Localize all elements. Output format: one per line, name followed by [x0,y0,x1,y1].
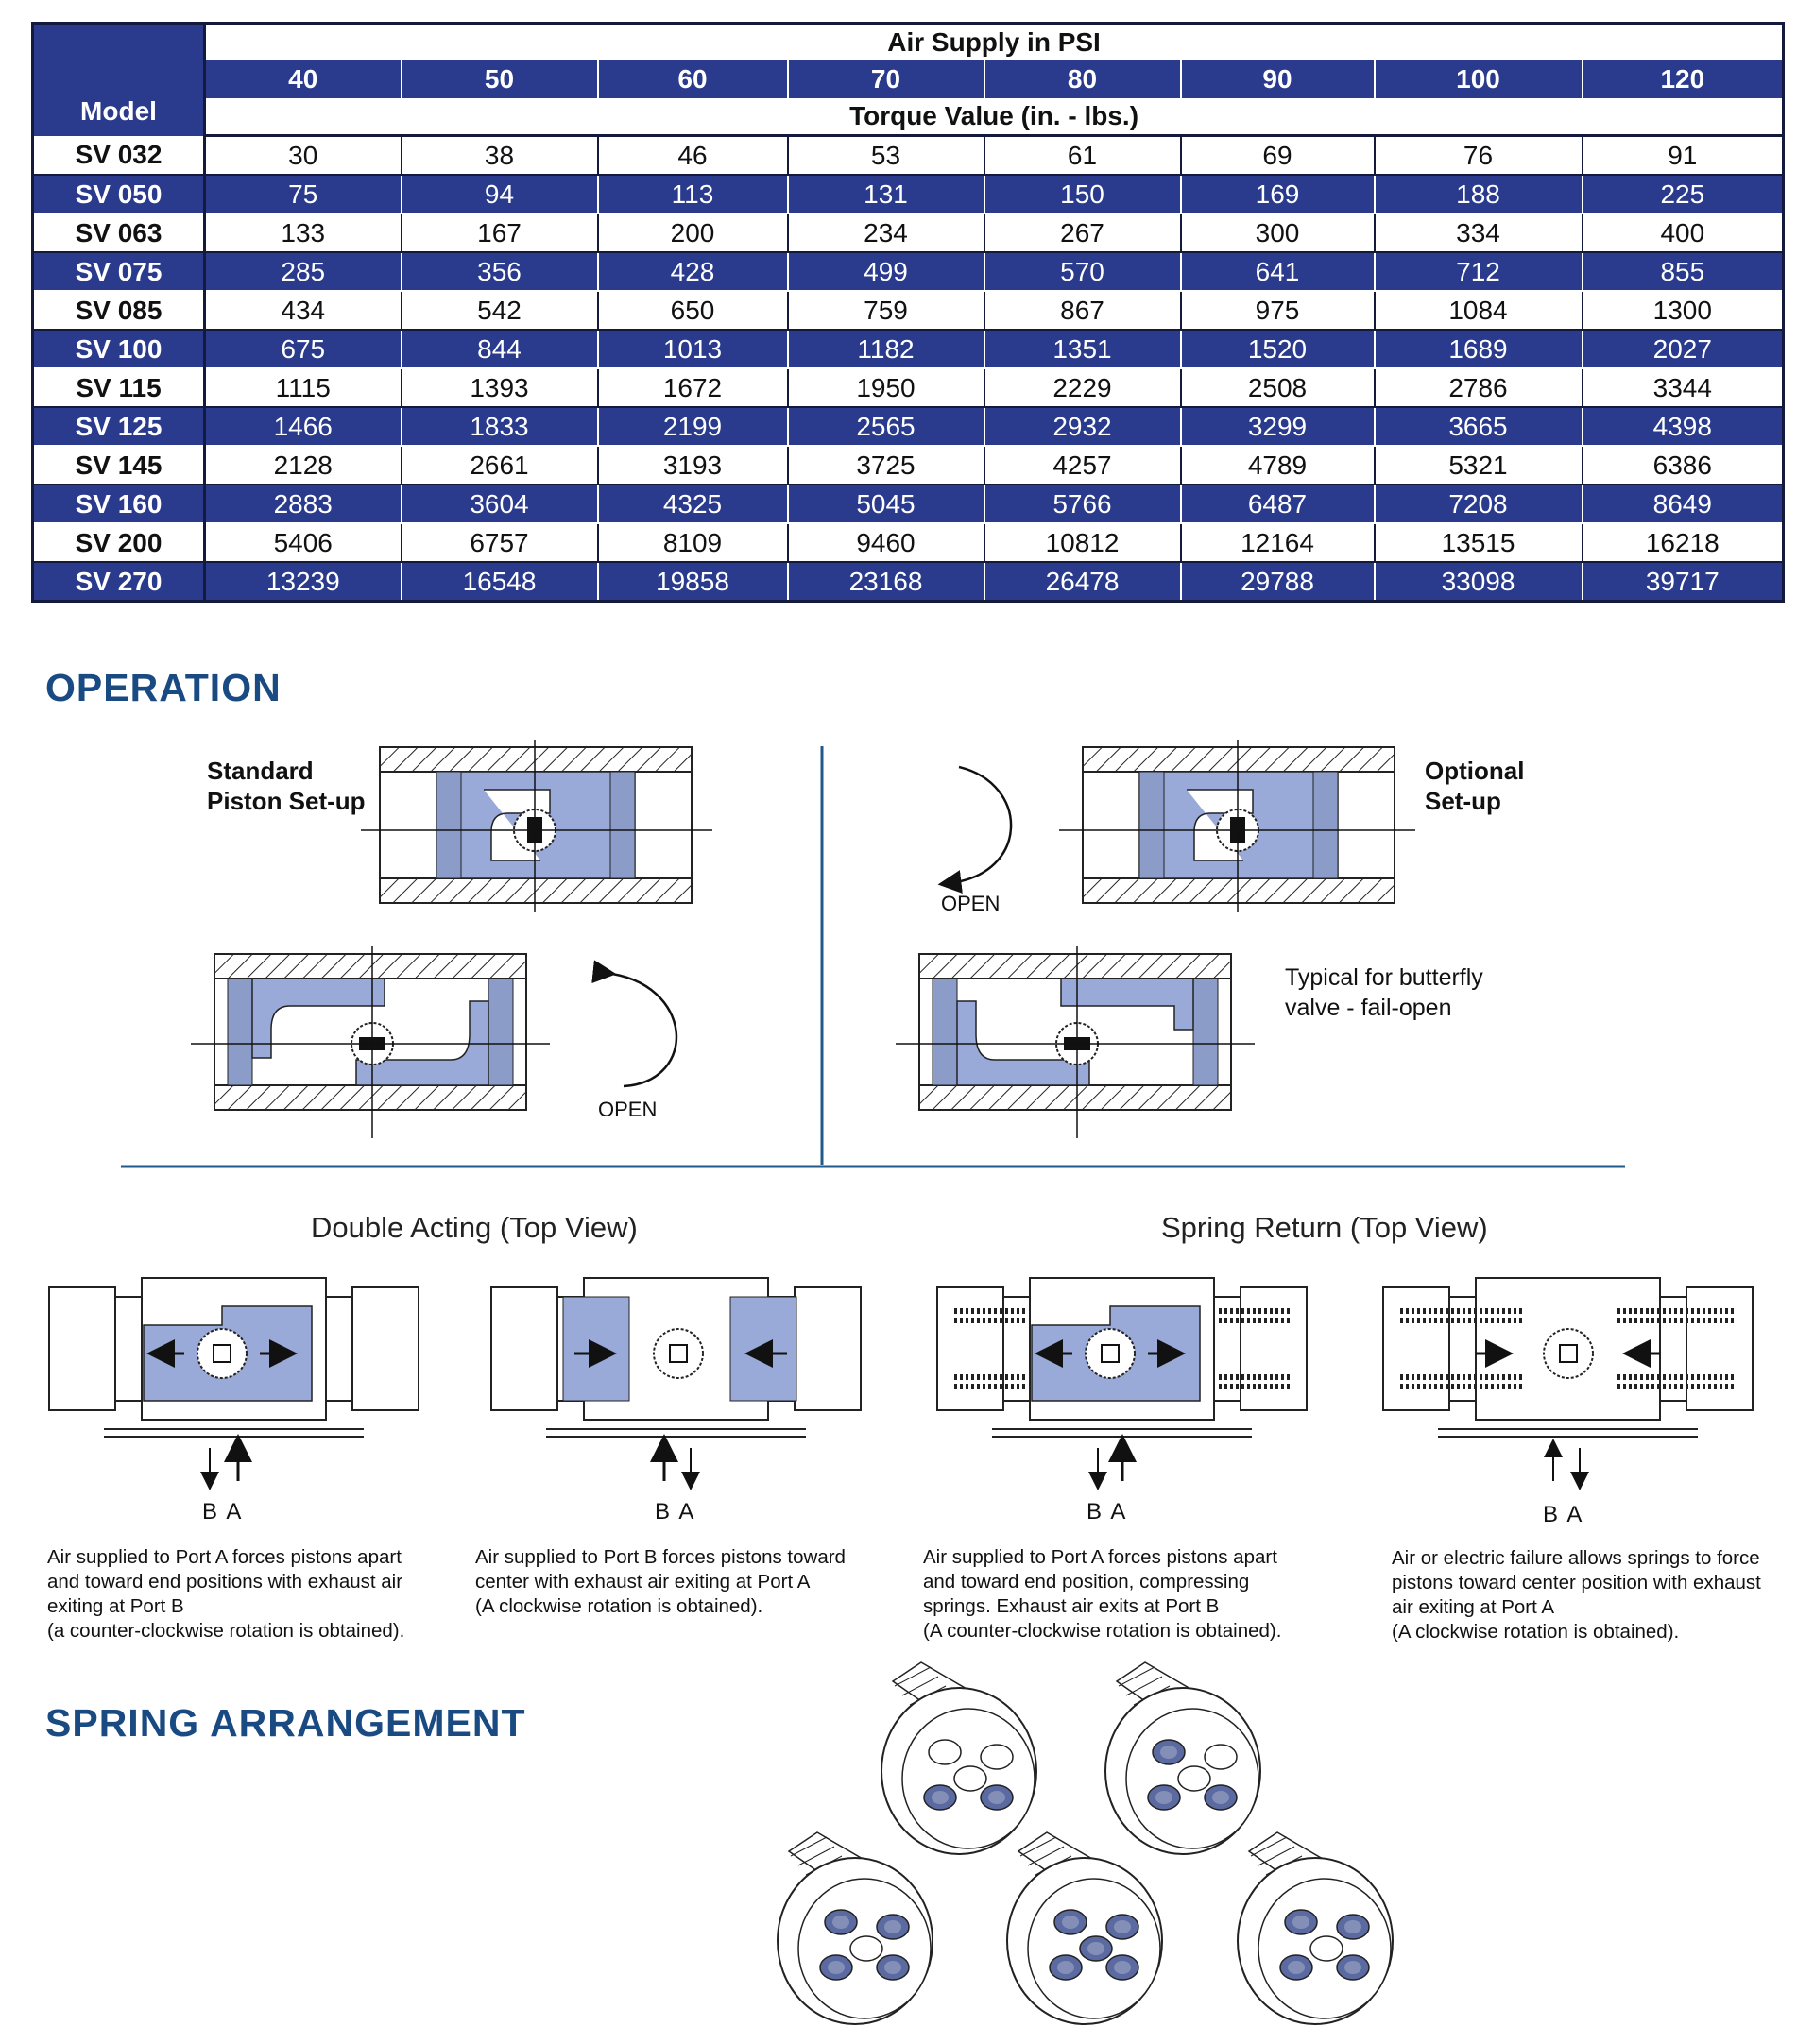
torque-cell: 2199 [598,407,788,446]
psi-header-cell: 120 [1583,60,1784,98]
torque-cell: 1689 [1375,330,1583,368]
torque-cell: 3725 [788,446,984,485]
torque-cell: 76 [1375,136,1583,176]
model-column-header: Model [33,24,205,136]
torque-cell: 4398 [1583,407,1784,446]
caption-line: and toward end positions with exhaust air [47,1571,403,1593]
torque-cell: 188 [1375,175,1583,213]
model-cell: SV 032 [33,136,205,176]
model-cell: SV 125 [33,407,205,446]
torque-cell: 1833 [402,407,598,446]
torque-cell: 334 [1375,213,1583,252]
optional-label-line1: Optional [1425,757,1525,785]
torque-cell: 3344 [1583,368,1784,407]
butterfly-note-line2: valve - fail-open [1285,995,1452,1021]
torque-cell: 8109 [598,523,788,562]
port-a-label: A [1110,1499,1128,1524]
torque-cell: 6757 [402,523,598,562]
caption-line: and toward end position, compressing [923,1571,1250,1593]
torque-cell: 434 [205,291,402,330]
model-cell: SV 160 [33,485,205,523]
torque-cell: 7208 [1375,485,1583,523]
psi-header-cell: 60 [598,60,788,98]
torque-cell: 13515 [1375,523,1583,562]
torque-cell: 69 [1181,136,1375,176]
torque-cell: 844 [402,330,598,368]
torque-cell: 53 [788,136,984,176]
torque-cell: 2565 [788,407,984,446]
air-supply-header: Air Supply in PSI [205,24,1784,61]
psi-header-cell: 80 [984,60,1181,98]
torque-cell: 234 [788,213,984,252]
torque-cell: 759 [788,291,984,330]
torque-cell: 5766 [984,485,1181,523]
torque-cell: 2229 [984,368,1181,407]
caption-line: (a counter-clockwise rotation is obtained). [47,1620,405,1642]
torque-cell: 38 [402,136,598,176]
torque-cell: 5045 [788,485,984,523]
psi-header-cell: 50 [402,60,598,98]
torque-cell: 428 [598,252,788,291]
model-cell: SV 100 [33,330,205,368]
torque-cell: 2883 [205,485,402,523]
caption-line: (A clockwise rotation is obtained). [475,1595,763,1617]
torque-cell: 1182 [788,330,984,368]
torque-cell: 4789 [1181,446,1375,485]
torque-cell: 9460 [788,523,984,562]
torque-cell: 4325 [598,485,788,523]
model-cell: SV 200 [33,523,205,562]
caption-line: Air supplied to Port B forces pistons toward [475,1546,846,1568]
double-acting-title: Double Acting (Top View) [311,1211,638,1244]
psi-header-cell: 70 [788,60,984,98]
torque-cell: 6487 [1181,485,1375,523]
torque-cell: 113 [598,175,788,213]
caption-line: Air or electric failure allows springs to force [1392,1547,1760,1569]
torque-cell: 225 [1583,175,1784,213]
torque-cell: 46 [598,136,788,176]
torque-cell: 542 [402,291,598,330]
torque-cell: 855 [1583,252,1784,291]
torque-cell: 2027 [1583,330,1784,368]
torque-value-header: Torque Value (in. - lbs.) [205,98,1784,136]
torque-cell: 75 [205,175,402,213]
caption-line: exiting at Port B [47,1595,184,1617]
torque-cell: 570 [984,252,1181,291]
torque-cell: 16548 [402,562,598,602]
torque-cell: 19858 [598,562,788,602]
torque-cell: 131 [788,175,984,213]
torque-cell: 200 [598,213,788,252]
model-cell: SV 085 [33,291,205,330]
standard-label-line1: Standard [207,757,314,785]
torque-cell: 94 [402,175,598,213]
torque-cell: 10812 [984,523,1181,562]
torque-cell: 650 [598,291,788,330]
torque-cell: 285 [205,252,402,291]
caption-line: air exiting at Port A [1392,1596,1555,1618]
torque-cell: 975 [1181,291,1375,330]
torque-cell: 16218 [1583,523,1784,562]
torque-cell: 1300 [1583,291,1784,330]
torque-cell: 61 [984,136,1181,176]
torque-cell: 675 [205,330,402,368]
model-cell: SV 050 [33,175,205,213]
port-b-label: B [655,1499,673,1524]
torque-cell: 2508 [1181,368,1375,407]
open-label-optional: OPEN [941,892,1001,915]
torque-cell: 91 [1583,136,1784,176]
torque-cell: 5406 [205,523,402,562]
torque-cell: 2661 [402,446,598,485]
port-a-label: A [226,1499,244,1524]
torque-cell: 5321 [1375,446,1583,485]
torque-cell: 1115 [205,368,402,407]
torque-cell: 4257 [984,446,1181,485]
spring-arrangement-title: SPRING ARRANGEMENT [45,1701,526,1745]
torque-cell: 267 [984,213,1181,252]
torque-cell: 30 [205,136,402,176]
port-a-label: A [678,1499,696,1524]
torque-cell: 3193 [598,446,788,485]
psi-header-cell: 100 [1375,60,1583,98]
torque-cell: 867 [984,291,1181,330]
model-cell: SV 063 [33,213,205,252]
torque-cell: 1466 [205,407,402,446]
caption-line: (A clockwise rotation is obtained). [1392,1621,1680,1643]
torque-cell: 150 [984,175,1181,213]
caption-line: (A counter-clockwise rotation is obtained). [923,1620,1282,1642]
torque-cell: 1520 [1181,330,1375,368]
caption-line: center with exhaust air exiting at Port A [475,1571,811,1593]
torque-cell: 356 [402,252,598,291]
torque-cell: 3604 [402,485,598,523]
spring-cap-4-springs [778,1832,933,2024]
torque-cell: 2128 [205,446,402,485]
torque-cell: 1672 [598,368,788,407]
torque-cell: 23168 [788,562,984,602]
torque-cell: 1084 [1375,291,1583,330]
torque-cell: 33098 [1375,562,1583,602]
caption-line: Air supplied to Port A forces pistons apart [923,1546,1277,1568]
torque-cell: 3299 [1181,407,1375,446]
open-label-standard: OPEN [598,1098,658,1121]
optional-label-line2: Set-up [1425,787,1501,815]
torque-cell: 712 [1375,252,1583,291]
torque-cell: 499 [788,252,984,291]
torque-cell: 400 [1583,213,1784,252]
torque-cell: 133 [205,213,402,252]
torque-cell: 2932 [984,407,1181,446]
torque-cell: 167 [402,213,598,252]
torque-cell: 12164 [1181,523,1375,562]
port-b-label: B [1543,1502,1561,1527]
psi-header-cell: 90 [1181,60,1375,98]
standard-label-line2: Piston Set-up [207,787,366,815]
torque-cell: 13239 [205,562,402,602]
model-cell: SV 115 [33,368,205,407]
caption-line: pistons toward center position with exhaust [1392,1572,1761,1593]
torque-cell: 641 [1181,252,1375,291]
model-cell: SV 145 [33,446,205,485]
spring-cap-3-springs [1105,1662,1260,1854]
torque-cell: 1393 [402,368,598,407]
caption-line: springs. Exhaust air exits at Port B [923,1595,1220,1617]
torque-cell: 8649 [1583,485,1784,523]
torque-cell: 1351 [984,330,1181,368]
torque-cell: 169 [1181,175,1375,213]
model-cell: SV 270 [33,562,205,602]
port-b-label: B [1087,1499,1104,1524]
port-b-label: B [202,1499,220,1524]
port-a-label: A [1566,1502,1584,1527]
torque-cell: 1013 [598,330,788,368]
torque-cell: 6386 [1583,446,1784,485]
torque-cell: 29788 [1181,562,1375,602]
torque-cell: 3665 [1375,407,1583,446]
spring-return-title: Spring Return (Top View) [1161,1211,1488,1244]
spring-cap-2-springs [881,1662,1036,1854]
torque-cell: 39717 [1583,562,1784,602]
model-cell: SV 075 [33,252,205,291]
torque-cell: 1950 [788,368,984,407]
torque-cell: 26478 [984,562,1181,602]
torque-cell: 2786 [1375,368,1583,407]
butterfly-note-line1: Typical for butterfly [1285,964,1483,991]
operation-title: OPERATION [45,666,282,709]
spring-cap-5-springs-alt [1238,1832,1393,2024]
spring-cap-5-springs [1007,1832,1162,2024]
torque-cell: 300 [1181,213,1375,252]
caption-line: Air supplied to Port A forces pistons apart [47,1546,402,1568]
psi-header-cell: 40 [205,60,402,98]
